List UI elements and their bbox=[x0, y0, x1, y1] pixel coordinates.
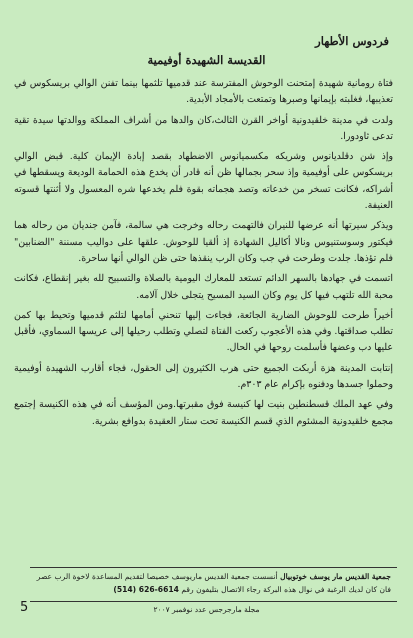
footer-line-2-text: فان كان لديك الرغبة في نوال هذه البركة رجاء الاتصال بتليفون رقم bbox=[178, 585, 391, 594]
footer-line-1 bbox=[34, 570, 391, 583]
footer-line-2 bbox=[34, 583, 391, 596]
paragraph: اتسمت في جهادها بالسهر الدائم تستعد للمعارك اليومية بالصلاة والتسبيح لله بغير إنقطاع، فكانت محبة الله تلتهب فيها كل يوم وكان السيد المسيح يتجلى خلال آلامه. bbox=[14, 273, 393, 301]
paragraph: وفي عهد الملك قسطنطين بنيت لها كنيسة فوق مقبرتها.ومن المؤسف أنه في هذه الكنيسة إجتمع مجمع خلقيدونية المشئوم الذي قسم الكنيسة تحت ستار العقيدة بدوافع بشرية. bbox=[14, 399, 393, 427]
phone-number: (514) 626-6614 bbox=[113, 585, 179, 594]
magazine-info: مجلة مارجرجس عدد نوفمبر ٢٠٠٧ bbox=[153, 605, 260, 614]
paragraph: إنتابت المدينة هزة أربكت الجميع حتى هرب الكثيرون إلى الحقول، فجاء أقارب الشهيدة أوفيمية وحملوا جسدها ودفنوه بإكرام عام ٣٠٣م. bbox=[14, 362, 393, 391]
footer-divider bbox=[30, 567, 397, 568]
footer-bottom-divider bbox=[30, 601, 397, 602]
footer-line-1-text: أنسست جمعية القديس ماريوسف خصيصا لتقديم المساعدة لاخوة الرب عصر bbox=[36, 572, 281, 581]
paragraph: فتاة رومانية شهيدة إمتحنت الوحوش المفترسة عند قدميها تلثمها بينما تفنن الوالي بريسكوس في تعذيبها، فغلبته بإيمانها وصبرها وتمتعت بالأمجاد الأبدية. bbox=[14, 78, 393, 106]
paragraph: أخيراً طرحت للوحوش الضارية الجائعة، فجاءت إليها تنحني أمامها لتلثم قدميها وتحيط بها كمن تطلب صداقتها. وفي هذه الأعجوب ركعت الفتاة لتصلي وتطلب رحيلها إلى عريسها السماوي، فأقبل عليها دب وعضها فأسلمت روحها في الحال. bbox=[14, 309, 393, 354]
section-title: فردوس الأطهار bbox=[315, 34, 389, 48]
article-title: القديسة الشهيدة أوفيمية bbox=[147, 53, 266, 67]
paragraph: وإذ شن دقلديانوس وشريكه مكسميانوس الاضطهاد بقصد إبادة الإيمان كلية. قبض الوالي بريسكوس على أوفيمية وإذ سحر بجمالها ظن أنه قادر أن يخدع هذه الحمامة الوديعة ويسقطها في أشراكه، فكانت تسخر من خدعاته وتصد هجماته بقوة فلم يخدعها شره المعسول ولا أثنتها قسوته العنيفة. bbox=[14, 151, 393, 212]
paragraph: ولدت في مدينة خلقيدونية أواخر القرن الثالث،كان والدها من أشراف المملكة ووالدتها سيدة تقية تدعى ثاودورا. bbox=[14, 114, 393, 142]
footer-lead: جمعية القديس مار يوسف خوتوبيال bbox=[280, 572, 391, 581]
footer-notice bbox=[34, 570, 391, 596]
page-number: 5 bbox=[20, 600, 29, 615]
article-body bbox=[14, 76, 393, 434]
paragraph: ويذكر سيرتها أنه عرضها للنيران فالتهمت رحاله وخرجت هي سالمة، فآمن جنديان من رحاله هما فيكتور وسوستنيوس ونالا أكاليل الشهادة إذ ألقيا للوحوش. علقها على دواليب مسننة "الضنابين" فلم تؤذها. جلدت وطرحت في جب وكان الرب ينقذها حتى ظن الوالي أنها ساحرة. bbox=[14, 220, 393, 264]
